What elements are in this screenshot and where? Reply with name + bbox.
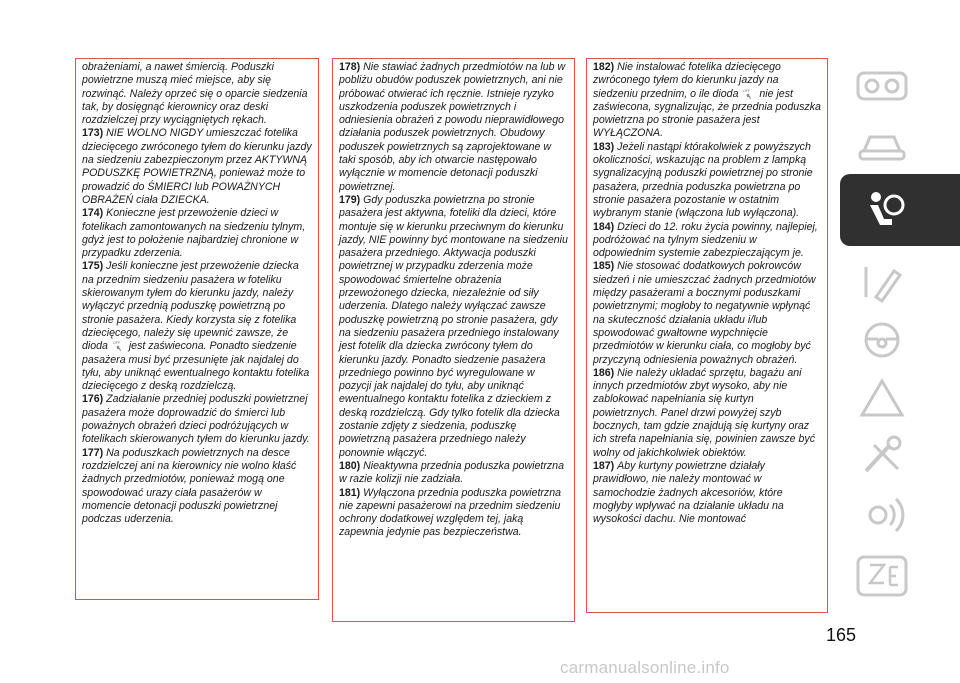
- note-text-continued: jest zaświecona. Ponadto siedzenie pasażera musi być przesunięte jak najdalej do tyłu, aby uniknąć ewentualnego kontaktu fotelika dziecięcego z deską rozdzielczą.: [82, 340, 310, 393]
- note-number: 183): [593, 140, 615, 153]
- note-text-continued: nie jest zaświecona, sygnalizując, że przednia poduszka powietrzna po stronie pasażera jest WYŁĄCZONA.: [593, 87, 821, 140]
- note-text: NIE WOLNO NIGDY umieszczać fotelika dziecięcego zwróconego tyłem do kierunku jazdy na siedzeniu zabezpieczonym przez AKTYWNĄ PODUSZKĘ POWIETRZNĄ, ponieważ może to prowadzić do ŚMIERCI lub POWAŻNYCH OBRAŻEŃ ciała DZIECKA.: [82, 127, 312, 206]
- airbag-off-led-icon: [743, 88, 754, 100]
- note-text: Jeżeli nastąpi którakolwiek z powyższych okoliczności, wskazując na problem z lampką sygnalizacyjną poduszki powietrznej po stronie pasażera, przednia poduszka powietrzna po stronie pasażera pozostanie w ostatnim wybranym stanie (włączona lub wyłączona).: [593, 140, 813, 220]
- note-text: Gdy poduszka powietrzna po stronie pasażera jest aktywna, foteliki dla dzieci, które montuje się w kierunku przeciwnym do kierunku jazdy, NIE powinny być montowane na siedzeniu pasażera przedniego. Aktywacja poduszki powietrznej w przypadku zderzenia może spowodować śmiertelne obrażenia przewożonego dziecka, niezależnie od siły uderzenia. Dlatego należy wyłączać zawsze poduszkę powietrzną po stronie pasażera, gdy na siedzeniu pasażera przedniego instalowany jest fotelik dla dziecka zwrócony tyłem do kierunku jazdy. Ponadto siedzenie pasażera przedniego powinno być wyregulowane w pozycji jak najdalej do tyłu, aby uniknąć ewentualnego kontaktu fotelika z dzieckiem z deską rozdzielczą. Gdy tylko fotelik dla dziecka zostanie zdjęty z siedzenia, poduszkę powietrzną pasażera przedniego należy ponownie włączyć.: [339, 193, 568, 459]
- note-number: 174): [82, 207, 104, 220]
- note-paragraph: [82, 207, 312, 260]
- note-number: 184): [593, 220, 615, 233]
- note-number: 187): [593, 459, 615, 472]
- warning-triangle-icon[interactable]: [840, 370, 960, 426]
- text-column-1: [75, 58, 319, 600]
- note-paragraph: [82, 127, 312, 207]
- note-number: 185): [593, 260, 615, 273]
- note-text: Nie instalować fotelika dziecięcego zwróconego tyłem do kierunku jazdy na siedzeniu przednim, o ile dioda: [593, 61, 781, 100]
- page-number: 165: [826, 625, 857, 645]
- note-number: 175): [82, 260, 104, 273]
- tools-icon[interactable]: [840, 428, 960, 484]
- text-column-3: [586, 58, 828, 613]
- text-column-2: [332, 58, 575, 622]
- note-text: Na poduszkach powietrznych na desce rozdzielczej ani na kierownicy nie wolno kłaść żadnych przedmiotów, ponieważ mogą one spowodować urazy ciała pasażerów w momencie detonacji poduszki powietrznej podczas uderzenia.: [82, 446, 297, 526]
- index-letters-icon[interactable]: [840, 548, 960, 604]
- note-paragraph: [593, 141, 821, 221]
- note-paragraph: [593, 221, 821, 261]
- note-paragraph: [593, 460, 821, 526]
- note-text: Wyłączona przednia poduszka powietrzna nie zapewni pasażerowi na przednim siedzeniu ochrony dodatkowej względem tej, jaką zapewnia jedynie pas bezpieczeństwa.: [339, 486, 562, 539]
- note-paragraph: [593, 260, 821, 366]
- airbag-seat-icon[interactable]: [840, 174, 960, 246]
- note-text: Nieaktywna przednia poduszka powietrzna w razie kolizji nie zadziała.: [339, 459, 564, 486]
- note-number: 186): [593, 366, 615, 379]
- note-paragraph: [82, 447, 312, 527]
- note-text: Jeśli konieczne jest przewożenie dziecka na przednim siedzeniu pasażera w foteliku skierowanym tyłem do kierunku jazdy, należy wyłączyć przednią poduszkę powietrzną po stronie pasażera. Kiedy korzysta się z fotelika dziecięcego, należy się upewnić zawsze, że dioda: [82, 260, 299, 353]
- note-paragraph: [82, 61, 312, 127]
- note-text: Konieczne jest przewożenie dzieci w fotelikach zamontowanych na siedzeniu tylnym, gdyż jest to położenie najbardziej chronione w przypadku zderzenia.: [82, 207, 306, 260]
- note-number: 181): [339, 486, 361, 499]
- note-number: 178): [339, 61, 361, 73]
- note-number: 177): [82, 446, 104, 459]
- airbag-off-led-icon: [113, 340, 124, 352]
- note-paragraph: [339, 61, 568, 194]
- note-paragraph: [339, 194, 568, 460]
- note-text: Dzieci do 12. roku życia powinny, najlepiej, podróżować na tylnym siedzeniu w odpowiednim systemie zabezpieczającym je.: [593, 220, 818, 260]
- note-text: Nie stawiać żadnych przedmiotów na lub w pobliżu obudów poduszek powietrznych, ani nie próbować otwierać ich ręcznie. Istnieje ryzyko uszkodzenia poduszek powietrznych i odniesienia obrażeń z powodu nieprawidłowego działania poduszek powietrznych. Obudowy poduszek powietrznych są zaprojektowane w taki sposób, aby ich otwarcie następowało wyłącznie w momencie detonacji poduszki powietrznej.: [339, 61, 566, 193]
- note-number: 176): [82, 393, 104, 406]
- note-text: Zadziałanie przedniej poduszki powietrznej pasażera może doprowadzić do śmierci lub poważnych obrażeń dzieci podróżujących w fotelikach skierowanych tyłem do kierunku jazdy.: [82, 393, 310, 446]
- note-paragraph: [82, 393, 312, 446]
- note-paragraph: [593, 61, 821, 141]
- note-number: 182): [593, 61, 615, 73]
- note-paragraph: [82, 260, 312, 393]
- note-text: Aby kurtyny powietrzne działały prawidłowo, nie należy montować w samochodzie żadnych akcesoriów, które mogłyby wpływać na działanie układu na wysokości dachu. Nie montować: [593, 459, 784, 526]
- car-dashboard-icon[interactable]: [840, 58, 960, 114]
- note-paragraph: [339, 460, 568, 487]
- note-text: Nie stosować dodatkowych pokrowców siedzeń i nie umieszczać żadnych przedmiotów między pasażerami a bocznymi poduszkami powietrznymi; mogłoby to negatywnie wpłynąć na skuteczność działania układu i/lub spowodować gwałtowne wypchnięcie przedmiotów w kierunku ciała, co mogłoby być przyczyną odniesienia poważnych obrażeń.: [593, 260, 816, 366]
- car-lights-icon[interactable]: [840, 116, 960, 172]
- watermark: carmanualsonline.info: [560, 658, 730, 677]
- media-radio-icon[interactable]: [840, 486, 960, 542]
- note-number: 180): [339, 459, 361, 472]
- note-text: Nie należy układać sprzętu, bagażu ani innych przedmiotów zbyt wysoko, aby nie zablokować napełniania się kurtyn powietrznych. Panel drzwi powyżej szyb bocznych, tam gdzie znajdują się kurtyny oraz ich strefa napełniania się, powinien zawsze być wolny od jakichkolwiek obiektów.: [593, 366, 816, 459]
- note-paragraph: [339, 487, 568, 540]
- svg-text:OFF: OFF: [112, 341, 120, 346]
- fuel-key-icon[interactable]: [840, 254, 960, 310]
- svg-text:OFF: OFF: [743, 88, 751, 93]
- note-number: 173): [82, 127, 104, 140]
- steering-wheel-icon[interactable]: [840, 312, 960, 368]
- note-paragraph: [593, 367, 821, 460]
- note-number: 179): [339, 193, 361, 206]
- note-text: obrażeniami, a nawet śmiercią. Poduszki powietrzne muszą mieć miejsce, aby się rozwinąć. Należy oprzeć się o oparcie siedzenia tak, by dosięgnąć kierownicy oraz deski rozdzielczej przy wyciągniętych rękach.: [82, 61, 308, 127]
